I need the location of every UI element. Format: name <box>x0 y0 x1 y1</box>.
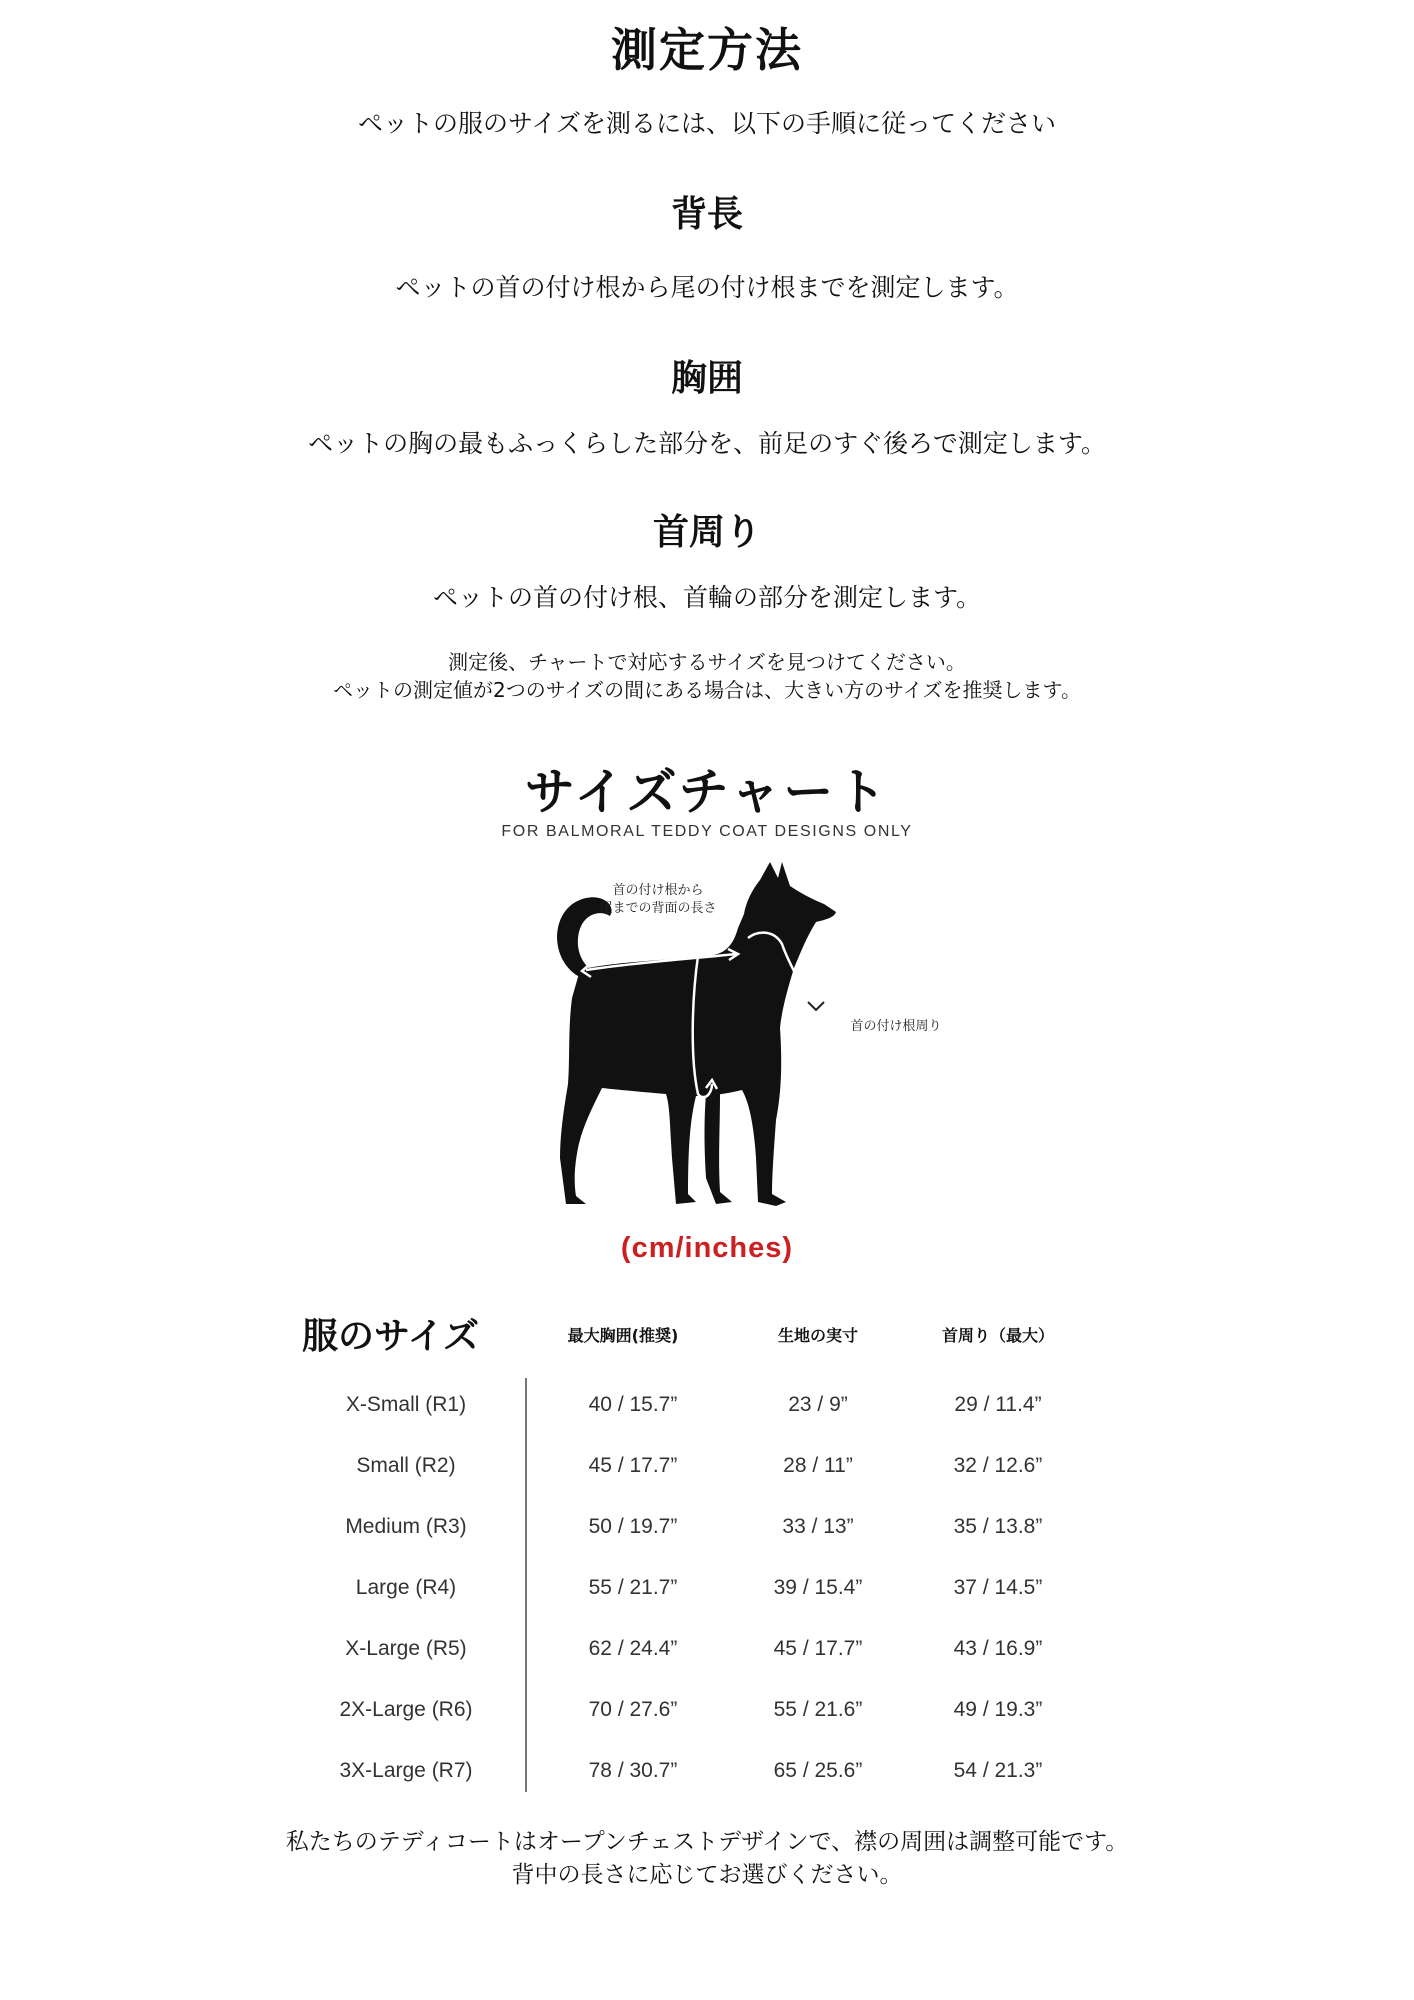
fabric-cell: 55 / 21.6” <box>773 1698 863 1721</box>
back-length-label <box>568 882 748 918</box>
footer-note <box>0 1826 1414 1892</box>
section-text-chest: ペットの胸の最もふっくらした部分を、前足のすぐ後ろで測定します。 <box>308 429 1106 458</box>
column-header-neck: 首周り（最大） <box>941 1326 1054 1345</box>
footer-line-1: 私たちのテディコートはオープンチェストデザインで、襟の周囲は調整可能です。 <box>285 1829 1129 1855</box>
neck-cell: 35 / 13.8” <box>953 1515 1043 1538</box>
size-cell: Medium (R3) <box>345 1515 467 1538</box>
note-line-2: ペットの測定値が2つのサイズの間にある場合は、大きい方のサイズを推奨します。 <box>333 678 1081 702</box>
section-heading-back-length: 背長 <box>670 194 743 235</box>
table-row <box>0 1497 1414 1558</box>
fabric-cell: 23 / 9” <box>788 1393 848 1416</box>
fabric-cell: 28 / 11” <box>783 1454 853 1477</box>
table-row <box>0 1741 1414 1802</box>
fabric-cell: 33 / 13” <box>782 1515 854 1538</box>
size-chart-title: サイズチャート <box>524 763 890 821</box>
fabric-cell: 65 / 25.6” <box>773 1759 863 1782</box>
size-cell: X-Small (R1) <box>345 1393 467 1416</box>
table-row <box>0 1375 1414 1436</box>
table-row <box>0 1680 1414 1741</box>
section-text-neck: ペットの首の付け根、首輪の部分を測定します。 <box>432 583 981 612</box>
neck-cell: 29 / 11.4” <box>954 1393 1042 1416</box>
section-heading-neck: 首周り <box>652 512 761 553</box>
back-length-label-line-2: 尾までの背面の長さ <box>599 901 717 916</box>
chest-cell: 62 / 24.4” <box>588 1637 678 1660</box>
column-header-fabric: 生地の実寸 <box>777 1326 858 1345</box>
column-header-chest: 最大胸囲(推奨) <box>567 1326 679 1345</box>
size-chart-subtitle: FOR BALMORAL TEDDY COAT DESIGNS ONLY <box>501 823 913 840</box>
neck-cell: 32 / 12.6” <box>953 1454 1043 1477</box>
note-line-1: 測定後、チャートで対応するサイズを見つけてください。 <box>448 650 966 674</box>
neck-cell: 43 / 16.9” <box>953 1637 1043 1660</box>
back-length-label-line-1: 首の付け根から <box>612 883 704 898</box>
neck-cell: 54 / 21.3” <box>953 1759 1043 1782</box>
chest-cell: 40 / 15.7” <box>588 1393 678 1416</box>
size-table <box>0 1375 1414 1802</box>
size-cell: Small (R2) <box>356 1454 456 1477</box>
size-column-header: 服のサイズ <box>302 1316 480 1357</box>
measurement-note <box>0 648 1414 704</box>
table-row <box>0 1558 1414 1619</box>
page-title: 測定方法 <box>611 23 803 77</box>
size-cell: 2X-Large (R6) <box>339 1698 473 1721</box>
units-label: (cm/inches) <box>620 1232 794 1264</box>
neck-cell: 49 / 19.3” <box>953 1698 1043 1721</box>
chest-cell: 45 / 17.7” <box>588 1454 678 1477</box>
size-cell: X-Large (R5) <box>345 1637 467 1660</box>
chest-cell: 70 / 27.6” <box>588 1698 678 1721</box>
chest-cell: 78 / 30.7” <box>588 1759 678 1782</box>
footer-line-2: 背中の長さに応じてお選びください。 <box>511 1862 903 1888</box>
chest-cell: 55 / 21.7” <box>588 1576 678 1599</box>
neck-circumference-label: 首の付け根周り <box>850 1019 942 1034</box>
dog-measurement-diagram <box>520 858 960 1214</box>
section-text-back-length: ペットの首の付け根から尾の付け根までを測定します。 <box>395 273 1019 302</box>
table-row <box>0 1619 1414 1680</box>
table-row <box>0 1436 1414 1497</box>
intro-text: ペットの服のサイズを測るには、以下の手順に従ってください <box>357 109 1056 138</box>
chest-cell: 50 / 19.7” <box>588 1515 678 1538</box>
fabric-cell: 39 / 15.4” <box>773 1576 863 1599</box>
size-cell: 3X-Large (R7) <box>339 1759 473 1782</box>
neck-cell: 37 / 14.5” <box>953 1576 1043 1599</box>
section-heading-chest: 胸囲 <box>670 358 743 399</box>
size-cell: Large (R4) <box>355 1576 457 1599</box>
fabric-cell: 45 / 17.7” <box>773 1637 863 1660</box>
